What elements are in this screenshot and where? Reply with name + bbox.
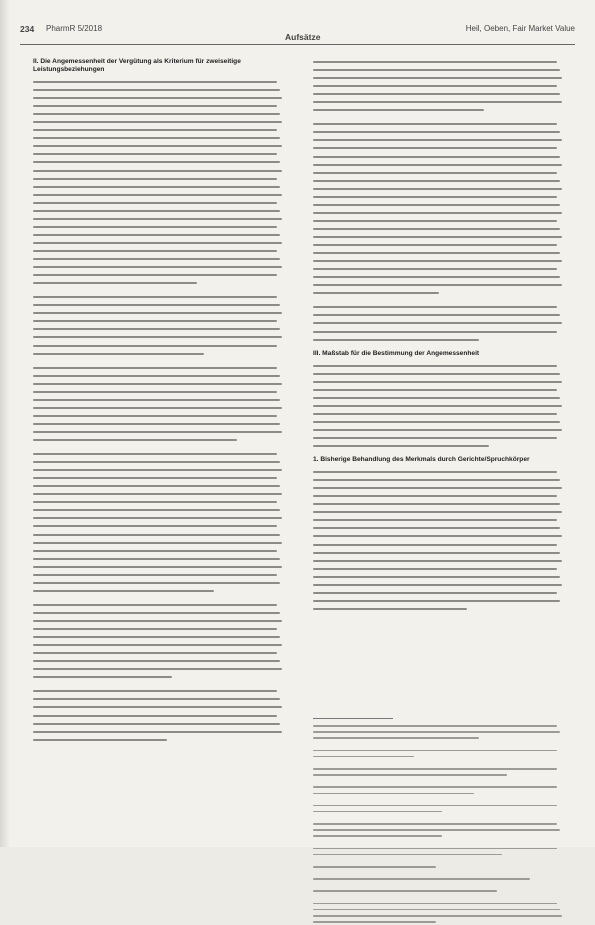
- text-line: [313, 876, 565, 882]
- text-line: [33, 78, 285, 86]
- text-line: [33, 247, 285, 255]
- text-line: [33, 175, 285, 183]
- text-line: [313, 328, 565, 336]
- text-line: [33, 134, 285, 142]
- text-line: [313, 735, 565, 741]
- text-line: [33, 372, 285, 380]
- right-column: [313, 58, 565, 619]
- text-line: [33, 301, 285, 309]
- text-line: [33, 498, 285, 506]
- running-header: [20, 22, 575, 42]
- text-line: [313, 161, 565, 169]
- scan-edge-shadow: [0, 0, 10, 847]
- text-line: [33, 342, 285, 350]
- text-line: [313, 410, 565, 418]
- text-line: [33, 388, 285, 396]
- text-line: [313, 98, 565, 106]
- text-line: [313, 394, 565, 402]
- paragraph: [313, 58, 565, 344]
- text-line: [33, 404, 285, 412]
- text-line: [33, 506, 285, 514]
- text-line: [313, 265, 565, 273]
- footnote-rule: [313, 718, 393, 719]
- text-line: [33, 396, 285, 404]
- text-line: [313, 589, 565, 597]
- text-line: [33, 601, 285, 609]
- text-line: [313, 82, 565, 90]
- text-line: [313, 370, 565, 378]
- text-line: [313, 524, 565, 532]
- text-line: [33, 609, 285, 617]
- text-line: [313, 169, 565, 177]
- text-line: [33, 428, 285, 436]
- text-line: [33, 231, 285, 239]
- text-line: [33, 571, 285, 579]
- text-line: [33, 142, 285, 150]
- text-line: [33, 657, 285, 665]
- text-line: [313, 557, 565, 565]
- text-line: [313, 209, 565, 217]
- text-line: [33, 633, 285, 641]
- text-line: [33, 309, 285, 317]
- text-line: [33, 94, 285, 102]
- text-line: [33, 514, 285, 522]
- text-line: [33, 364, 285, 372]
- section-title: Aufsätze: [285, 32, 321, 42]
- text-line: [33, 736, 285, 744]
- text-line: [313, 791, 565, 797]
- header-rule: [20, 44, 575, 45]
- text-line: [33, 239, 285, 247]
- text-line: [33, 625, 285, 633]
- text-line: [313, 809, 565, 815]
- text-line: [313, 402, 565, 410]
- text-line: [33, 255, 285, 263]
- text-line: [33, 547, 285, 555]
- text-line: [33, 649, 285, 657]
- text-line: [313, 225, 565, 233]
- text-line: [313, 754, 565, 760]
- text-line: [33, 420, 285, 428]
- text-line: [313, 74, 565, 82]
- text-line: [33, 466, 285, 474]
- journal-citation: PharmR 5/2018: [46, 24, 103, 33]
- text-line: [313, 500, 565, 508]
- text-line: [33, 293, 285, 301]
- text-line: [33, 350, 285, 358]
- text-line: [313, 303, 565, 311]
- text-line: [313, 386, 565, 394]
- text-line: [313, 864, 565, 870]
- text-line: [313, 289, 565, 297]
- text-line: [313, 476, 565, 484]
- text-line: [313, 605, 565, 613]
- text-line: [33, 673, 285, 681]
- text-line: [313, 573, 565, 581]
- text-line: [313, 541, 565, 549]
- text-line: [33, 118, 285, 126]
- text-line: [313, 136, 565, 144]
- text-line: [313, 233, 565, 241]
- text-line: [313, 484, 565, 492]
- page-number: 234: [20, 24, 35, 34]
- text-line: [33, 317, 285, 325]
- text-line: [313, 66, 565, 74]
- footnote-list: [313, 723, 565, 925]
- text-line: [313, 532, 565, 540]
- text-line: [33, 223, 285, 231]
- text-line: [33, 333, 285, 341]
- text-line: [313, 378, 565, 386]
- text-line: [33, 522, 285, 530]
- text-line: [33, 271, 285, 279]
- author-short-title: Heil, Oeben, Fair Market Value: [465, 24, 575, 33]
- text-line: [313, 120, 565, 128]
- text-line: [33, 617, 285, 625]
- left-column: [33, 58, 285, 750]
- text-line: [33, 450, 285, 458]
- text-line: [33, 703, 285, 711]
- text-line: [33, 587, 285, 595]
- text-line: [313, 217, 565, 225]
- text-line: [313, 508, 565, 516]
- text-line: [313, 492, 565, 500]
- text-line: [33, 126, 285, 134]
- text-line: [313, 362, 565, 370]
- section-heading-iii: III. Maßstab für die Bestimmung der Angemessenheit: [313, 349, 480, 357]
- text-line: [33, 191, 285, 199]
- text-line: [313, 772, 565, 778]
- section-heading-ii: II. Die Angemessenheit der Vergütung als Kriterium für zweiseitige Leistungsbeziehungen: [33, 58, 241, 73]
- text-line: [313, 90, 565, 98]
- text-line: [33, 665, 285, 673]
- text-line: [313, 153, 565, 161]
- text-line: [313, 311, 565, 319]
- text-line: [313, 418, 565, 426]
- text-line: [313, 241, 565, 249]
- text-line: [33, 158, 285, 166]
- text-line: [33, 728, 285, 736]
- text-line: [33, 474, 285, 482]
- text-line: [33, 183, 285, 191]
- text-line: [33, 555, 285, 563]
- text-line: [313, 185, 565, 193]
- text-line: [33, 150, 285, 158]
- text-line: [33, 641, 285, 649]
- text-line: [33, 458, 285, 466]
- text-line: [313, 833, 565, 839]
- text-line: [313, 106, 565, 114]
- text-line: [33, 110, 285, 118]
- text-line: [33, 712, 285, 720]
- text-line: [33, 490, 285, 498]
- text-line: [313, 319, 565, 327]
- text-line: [33, 207, 285, 215]
- text-line: [313, 549, 565, 557]
- text-line: [33, 279, 285, 287]
- text-line: [33, 325, 285, 333]
- text-line: [313, 581, 565, 589]
- text-line: [313, 128, 565, 136]
- text-line: [313, 273, 565, 281]
- text-line: [313, 336, 565, 344]
- text-line: [33, 687, 285, 695]
- text-line: [33, 412, 285, 420]
- text-line: [313, 201, 565, 209]
- text-line: [33, 167, 285, 175]
- text-line: [313, 281, 565, 289]
- text-line: [313, 58, 565, 66]
- text-line: [313, 919, 565, 925]
- footnotes: [313, 718, 565, 925]
- text-line: [33, 563, 285, 571]
- text-line: [313, 442, 565, 450]
- text-line: [313, 257, 565, 265]
- text-line: [33, 531, 285, 539]
- text-line: [33, 199, 285, 207]
- text-line: [313, 597, 565, 605]
- text-line: [313, 888, 565, 894]
- text-line: [313, 426, 565, 434]
- paragraph: [313, 362, 565, 451]
- text-line: [313, 193, 565, 201]
- text-line: [33, 436, 285, 444]
- text-line: [33, 86, 285, 94]
- text-line: [33, 102, 285, 110]
- text-line: [33, 579, 285, 587]
- text-line: [33, 539, 285, 547]
- text-line: [313, 177, 565, 185]
- text-line: [313, 852, 565, 858]
- text-line: [313, 144, 565, 152]
- paragraph: [313, 468, 565, 613]
- text-line: [33, 695, 285, 703]
- text-line: [33, 263, 285, 271]
- text-line: [33, 482, 285, 490]
- subsection-heading-1: 1. Bisherige Behandlung des Merkmals durch Gerichte/Spruchkörper: [313, 456, 530, 464]
- text-line: [313, 249, 565, 257]
- text-line: [33, 380, 285, 388]
- text-line: [33, 215, 285, 223]
- paragraph: [33, 78, 285, 744]
- text-line: [33, 720, 285, 728]
- text-line: [313, 434, 565, 442]
- text-line: [313, 468, 565, 476]
- text-line: [313, 516, 565, 524]
- text-line: [313, 565, 565, 573]
